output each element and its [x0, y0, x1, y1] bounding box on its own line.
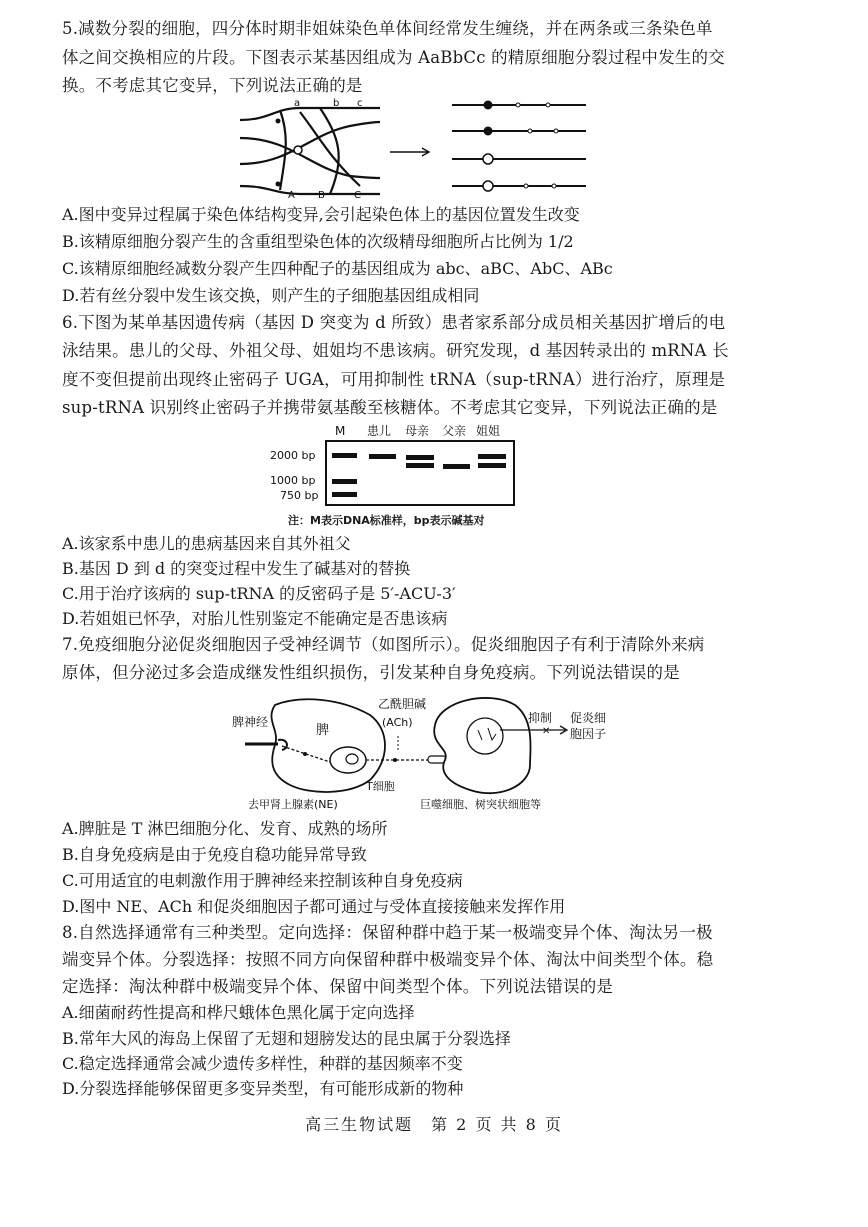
q5-label-bottom-c: C [354, 190, 361, 200]
q6-stem-line-2: 泳结果。患儿的父母、外祖父母、姐姐均不患该病。研究发现，d 基因转录出的 mRNA 长 [62, 341, 729, 360]
label-t-cell: T细胞 [366, 780, 395, 793]
gel-ladder-2000: 2000 bp [270, 449, 316, 462]
q6-option-d: D.若姐姐已怀孕，对胎儿性别鉴定不能确定是否患该病 [62, 609, 448, 628]
q6-gel-figure [270, 422, 530, 512]
q5-label-top-c: c [357, 98, 363, 109]
label-ach-abbr: (ACh) [382, 716, 413, 729]
q6-stem-line-4: sup-tRNA 识别终止密码子并携带氨基酸至核糖体。不考虑其它变异，下列说法正确的是 [62, 398, 718, 417]
gel-lane-label-patient: 患儿 [367, 424, 392, 438]
gel-band-patient [369, 454, 396, 459]
q5-stem-line-2: 体之间交换相应的片段。下图表示某基因组成为 AaBbCc 的精原细胞分裂过程中发生的交 [62, 48, 725, 67]
q8-option-c: C.稳定选择通常会减少遗传多样性，种群的基因频率不变 [62, 1054, 463, 1073]
label-spleen: 脾 [316, 723, 330, 738]
q7-neuro-immune-figure [230, 690, 630, 814]
q5-option-c: C.该精原细胞经减数分裂产生四种配子的基因组成为 abc、aBC、AbC、ABc [62, 259, 613, 278]
label-ach: 乙酰胆碱 [378, 697, 427, 711]
gel-band-sister-lower [478, 463, 506, 468]
q8-stem-line-2: 端变异个体。分裂选择：按照不同方向保留种群中极端变异个体、淘汰中间类型个体。稳 [62, 950, 714, 969]
q5-option-a: A.图中变异过程属于染色体结构变异,会引起染色体上的基因位置发生改变 [62, 205, 580, 224]
gel-band-father [443, 464, 470, 469]
gel-ladder-1000: 1000 bp [270, 474, 316, 487]
q5-option-b: B.该精原细胞分裂产生的含重组型染色体的次级精母细胞所占比例为 1/2 [62, 232, 574, 251]
gel-band-m-2000 [332, 453, 357, 458]
gel-band-mother-lower [406, 463, 434, 468]
q7-option-b: B.自身免疫病是由于免疫自稳功能异常导致 [62, 845, 367, 864]
q8-option-d: D.分裂选择能够保留更多变异类型，有可能形成新的物种 [62, 1079, 464, 1098]
q7-stem-line-1: 7.免疫细胞分泌促炎细胞因子受神经调节（如图所示）。促炎细胞因子有利于清除外来病 [62, 635, 705, 654]
gel-lane-label-mother: 母亲 [405, 424, 430, 438]
q6-option-c: C.用于治疗该病的 sup-tRNA 的反密码子是 5′-ACU-3′ [62, 584, 456, 603]
q5-option-d: D.若有丝分裂中发生该交换，则产生的子细胞基因组成相同 [62, 286, 480, 305]
gel-ladder-750: 750 bp [280, 489, 319, 502]
gel-band-sister-upper [478, 454, 506, 459]
svg-text:✕: ✕ [542, 726, 551, 737]
q6-stem-line-3: 度不变但提前出现终止密码子 UGA，可用抑制性 tRNA（sup-tRNA）进行治疗，原理是 [62, 370, 726, 389]
spleen-outline [271, 699, 385, 792]
q8-stem-line-3: 定选择：淘汰种群中极端变异个体、保留中间类型个体。下列说法错误的是 [62, 977, 614, 996]
q7-option-a: A.脾脏是 T 淋巴细胞分化、发育、成熟的场所 [62, 819, 388, 838]
q7-stem-line-2: 原体，但分泌过多会造成继发性组织损伤，引发某种自身免疫病。下列说法错误的是 [62, 663, 680, 682]
gel-band-mother-upper [406, 455, 434, 460]
q5-label-top-b: b [333, 98, 340, 109]
gel-lane-label-m: M [335, 424, 346, 438]
label-spleen-nerve: 脾神经 [232, 715, 269, 729]
gel-note: 注：M表示DNA标准样，bp表示碱基对 [288, 514, 485, 527]
label-inhibit: 抑制 [528, 711, 553, 725]
page-footer: 高三生物试题 第 2 页 共 8 页 [305, 1115, 563, 1134]
label-macrophage: 巨噬细胞、树突状细胞等 [420, 798, 541, 811]
label-cytokine-2: 胞因子 [570, 727, 607, 741]
gel-band-m-1000 [332, 479, 357, 484]
q5-label-bottom-b: B [318, 190, 325, 200]
q8-stem-line-1: 8.自然选择通常有三种类型。定向选择：保留种群中趋于某一极端变异个体、淘汰另一极 [62, 923, 713, 942]
q7-option-c: C.可用适宜的电刺激作用于脾神经来控制该种自身免疫病 [62, 871, 463, 890]
label-ne: 去甲肾上腺素(NE) [248, 798, 338, 811]
label-cytokine-1: 促炎细 [570, 711, 607, 725]
q7-option-d: D.图中 NE、ACh 和促炎细胞因子都可通过与受体直接接触来发挥作用 [62, 897, 566, 916]
q5-stem-line-3: 换。不考虑其它变异，下列说法正确的是 [62, 76, 363, 95]
q5-stem-line-1: 5.减数分裂的细胞，四分体时期非姐妹染色单体间经常发生缠绕，并在两条或三条染色单 [62, 19, 713, 38]
gel-lane-label-father: 父亲 [442, 424, 467, 438]
q5-label-top-a: a [294, 98, 301, 109]
q5-crossover-figure [230, 98, 610, 200]
q8-option-a: A.细菌耐药性提高和桦尺蛾体色黑化属于定向选择 [62, 1003, 415, 1022]
q5-label-bottom-a: A [288, 190, 295, 200]
gel-band-m-750 [332, 492, 357, 497]
q8-option-b: B.常年大风的海岛上保留了无翅和翅膀发达的昆虫属于分裂选择 [62, 1029, 511, 1048]
gel-lane-label-sister: 姐姐 [476, 424, 501, 438]
q6-option-b: B.基因 D 到 d 的突变过程中发生了碱基对的替换 [62, 559, 411, 578]
q6-stem-line-1: 6.下图为某单基因遗传病（基因 D 突变为 d 所致）患者家系部分成员相关基因扩增后的电 [62, 313, 726, 332]
q6-option-a: A.该家系中患儿的患病基因来自其外祖父 [62, 534, 351, 553]
